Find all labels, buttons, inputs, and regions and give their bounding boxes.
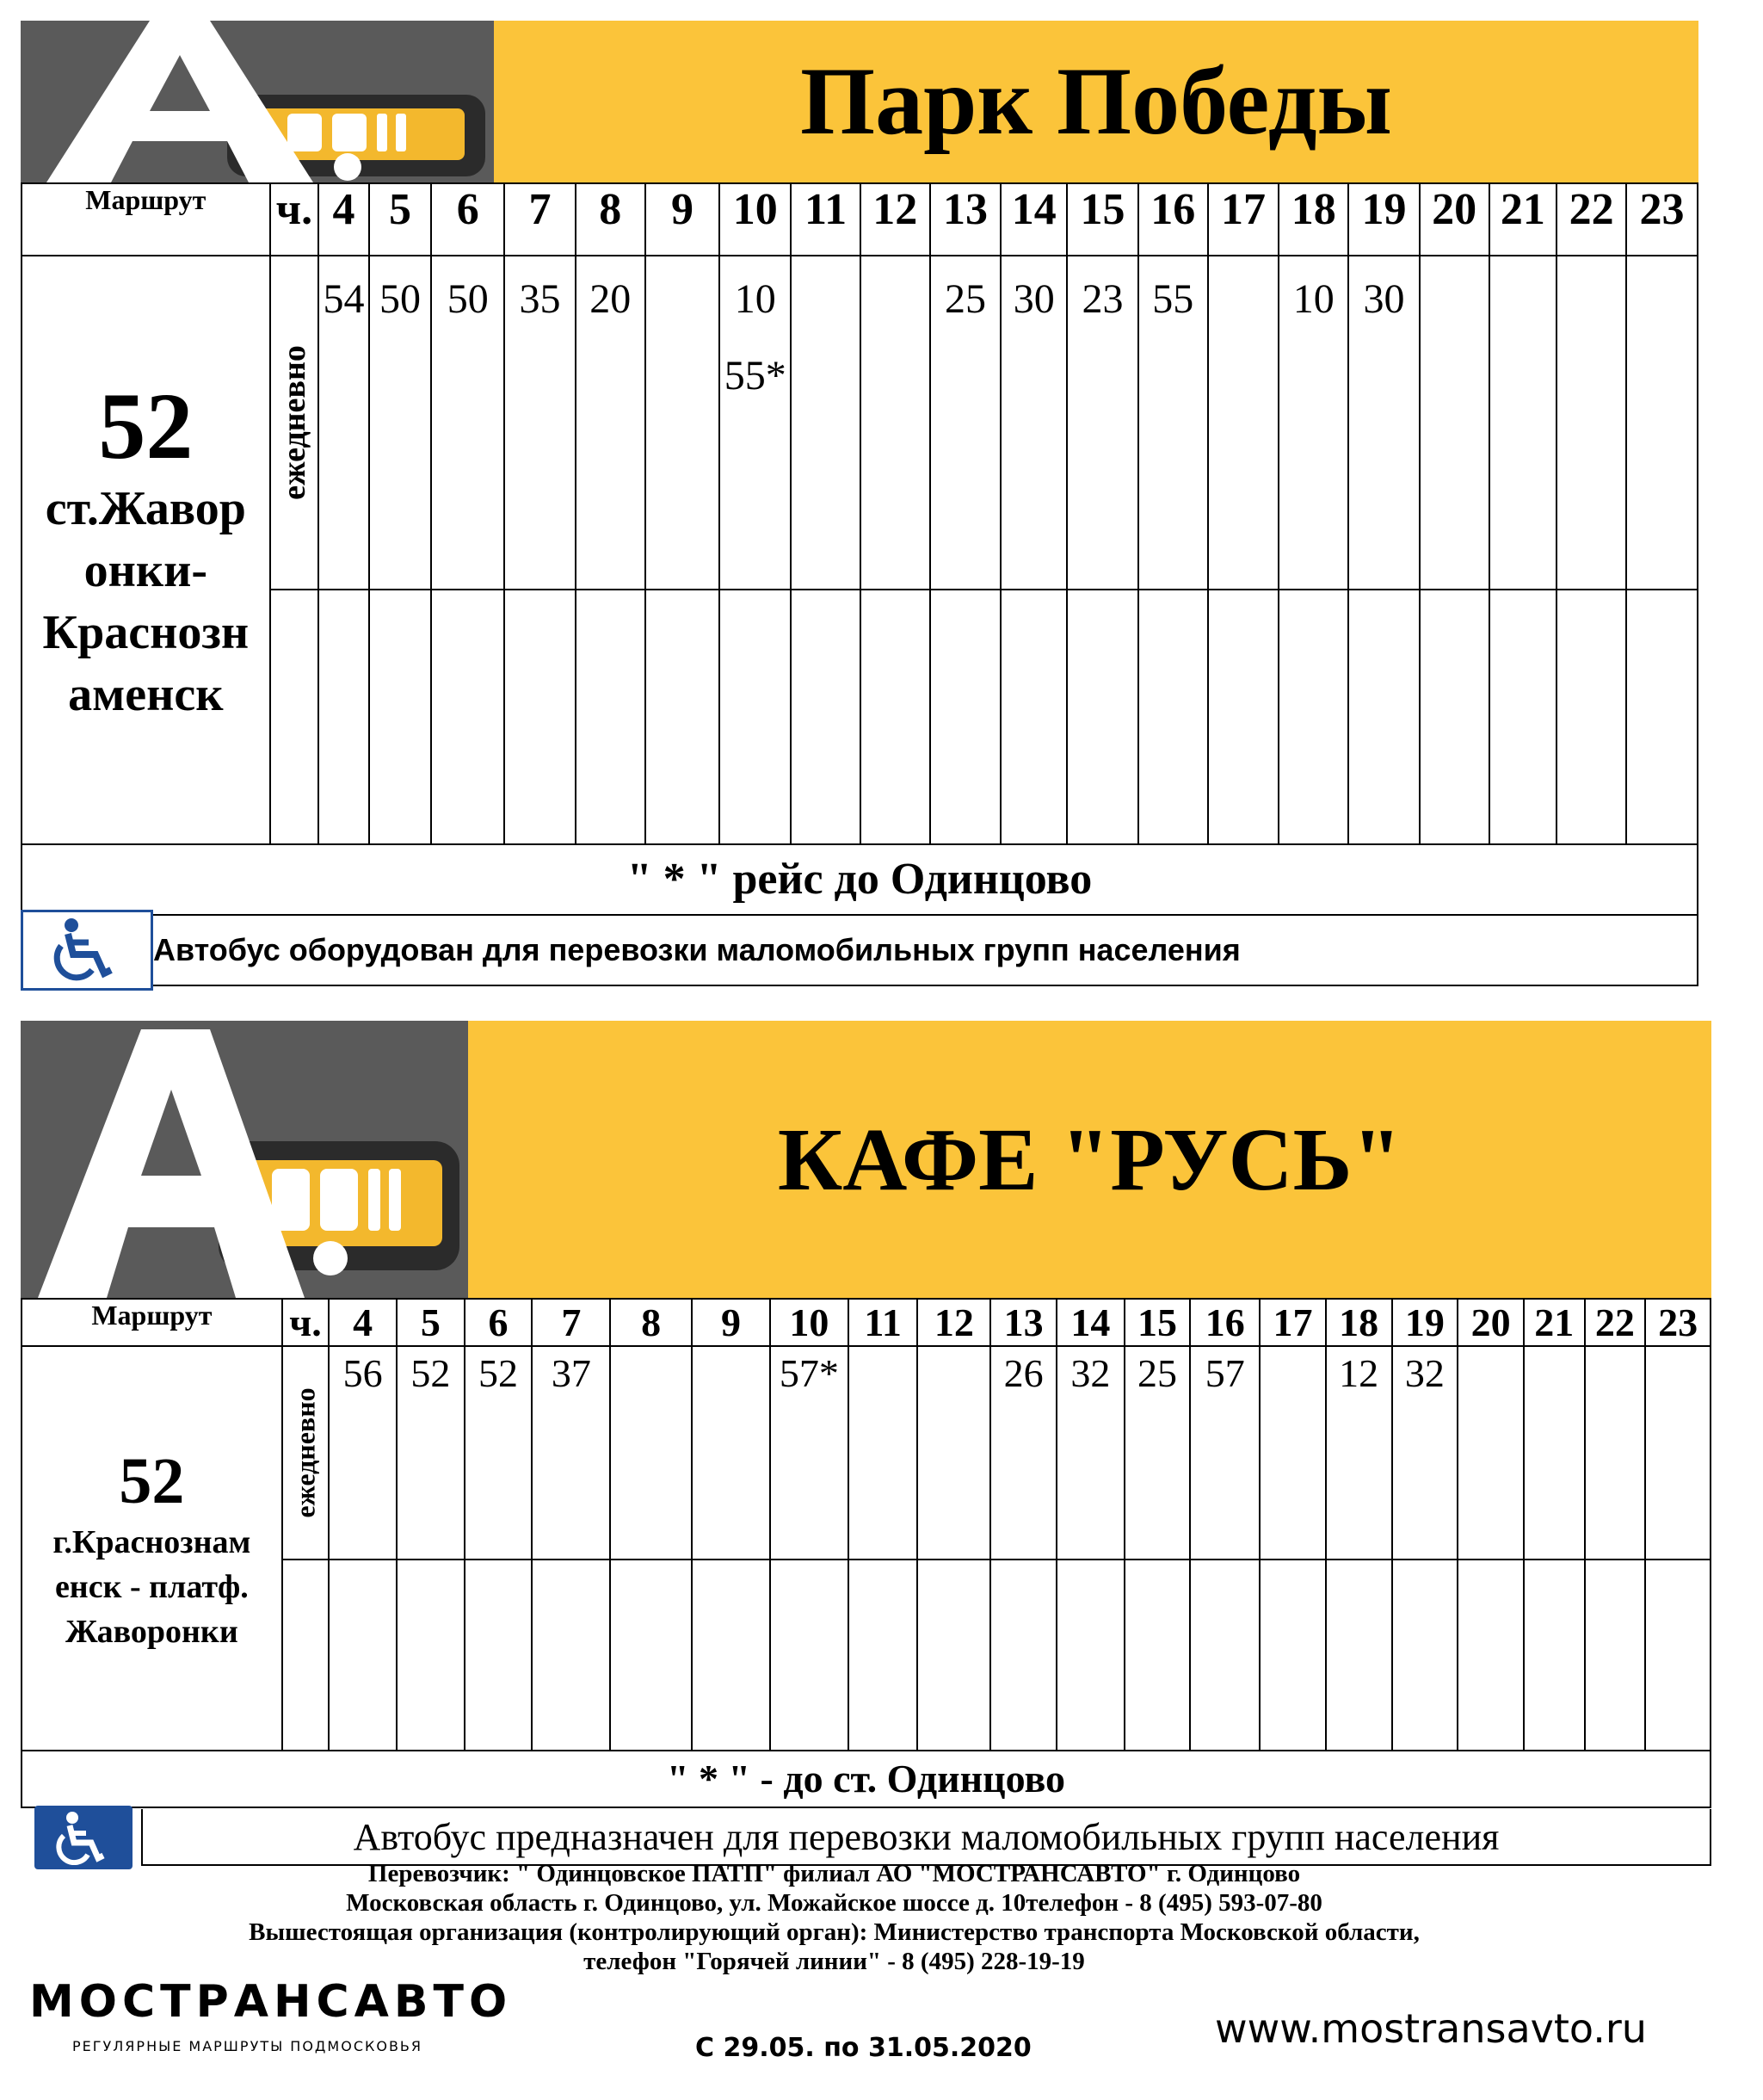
empty-cell: [990, 1560, 1057, 1751]
schedule-section-kafe-rus: [21, 1021, 1711, 1867]
hours-header-row: [22, 1299, 1711, 1346]
hour-16: 16: [1138, 183, 1208, 256]
time-cell: [770, 1346, 848, 1560]
bus-logo-icon: [21, 1021, 468, 1298]
time-cell: [532, 1346, 610, 1560]
hour-19: 19: [1392, 1299, 1458, 1346]
route-cell: [22, 1346, 282, 1751]
time-cell: [1125, 1346, 1191, 1560]
empty-cell: [610, 1560, 692, 1751]
hour-23: 23: [1645, 1299, 1711, 1346]
empty-cell: [1348, 590, 1420, 844]
departure-time: 54: [323, 276, 365, 322]
empty-cell: [1420, 590, 1489, 844]
accessibility-text: Автобус предназначен для перевозки маломобильных групп населения: [353, 1815, 1500, 1858]
time-cell: [1645, 1346, 1711, 1560]
departure-time: 57*: [779, 1351, 839, 1395]
hour-21: 21: [1489, 183, 1557, 256]
hour-23: 23: [1626, 183, 1698, 256]
time-cell: [917, 1346, 990, 1560]
empty-cell: [692, 1560, 770, 1751]
empty-cell: [1556, 590, 1626, 844]
time-cell: [1001, 256, 1067, 590]
empty-cell: [504, 590, 576, 844]
time-cell: [1067, 256, 1138, 590]
empty-cell: [791, 590, 860, 844]
empty-cell: [930, 590, 1002, 844]
time-cell: [1420, 256, 1489, 590]
hour-12: 12: [917, 1299, 990, 1346]
empty-cell: [465, 1560, 533, 1751]
empty-cell: [318, 590, 369, 844]
hour-13: 13: [930, 183, 1002, 256]
table-row: [22, 256, 1698, 590]
stop-title-bar: [468, 1021, 1711, 1298]
carrier-info: [0, 1859, 1763, 1976]
validity-dates: С 29.05. по 31.05.2020: [695, 2033, 1032, 2063]
empty-cell: [1260, 1560, 1326, 1751]
time-cell: [610, 1346, 692, 1560]
departure-time: 30: [1363, 276, 1405, 322]
hour-20: 20: [1458, 1299, 1524, 1346]
time-cell: [465, 1346, 533, 1560]
website-link[interactable]: www.mostransavto.ru: [1215, 2005, 1647, 2052]
hour-21: 21: [1524, 1299, 1585, 1346]
table-row: [22, 1346, 1711, 1560]
hotline-line: телефон "Горячей линии" - 8 (495) 228-19-19: [583, 1948, 1085, 1975]
time-cell: [431, 256, 504, 590]
time-cell: [504, 256, 576, 590]
stop-title-bar: [494, 21, 1698, 182]
hour-10: 10: [770, 1299, 848, 1346]
hour-14: 14: [1057, 1299, 1125, 1346]
time-cell: [990, 1346, 1057, 1560]
empty-cell: [1138, 590, 1208, 844]
empty-cell: [270, 590, 319, 844]
hour-16: 16: [1190, 1299, 1260, 1346]
time-cell: [1279, 256, 1348, 590]
departure-time: 50: [447, 276, 489, 322]
timetable: [21, 182, 1698, 845]
accessibility-box: [141, 1809, 1711, 1866]
hour-8: 8: [576, 183, 645, 256]
stop-title: КАФЕ "РУСЬ": [777, 1109, 1402, 1209]
carrier-line: Перевозчик: " Одинцовское ПАТП" филиал АО "МОСТРАНСАВТО" г. Одинцово: [367, 1860, 1301, 1887]
hour-13: 13: [990, 1299, 1057, 1346]
empty-cell: [532, 1560, 610, 1751]
empty-cell: [1057, 1560, 1125, 1751]
hour-6: 6: [465, 1299, 533, 1346]
daily-label: ежедневно: [289, 1387, 321, 1518]
empty-cell: [1489, 590, 1557, 844]
hour-7: 7: [532, 1299, 610, 1346]
time-cell: [692, 1346, 770, 1560]
empty-cell: [369, 590, 432, 844]
departure-time: 32: [1404, 1351, 1445, 1395]
time-cell: [1489, 256, 1557, 590]
empty-cell: [645, 590, 720, 844]
empty-cell: [1392, 1560, 1458, 1751]
hour-9: 9: [692, 1299, 770, 1346]
empty-cell: [860, 590, 930, 844]
address-line: Московская область г. Одинцово, ул. Можайское шоссе д. 10телефон - 8 (495) 593-07-80: [346, 1889, 1322, 1917]
time-cell: [1556, 256, 1626, 590]
route-name: ст.Жавор онки-Краснозн аменск: [42, 482, 250, 721]
departure-time: 56: [342, 1351, 383, 1395]
empty-cell: [1125, 1560, 1191, 1751]
hours-header: ч.: [282, 1299, 329, 1346]
empty-cell: [431, 590, 504, 844]
section-header: [21, 21, 1698, 182]
time-cell: [1626, 256, 1698, 590]
departure-time: 50: [379, 276, 422, 322]
empty-cell: [848, 1560, 918, 1751]
departure-time: 30: [1013, 276, 1055, 322]
section-header: [21, 1021, 1711, 1298]
hour-4: 4: [318, 183, 369, 256]
hour-12: 12: [860, 183, 930, 256]
time-cell: [318, 256, 369, 590]
empty-cell: [917, 1560, 990, 1751]
time-cell: [1326, 1346, 1392, 1560]
authority-line: Вышестоящая организация (контролирующий орган): Министерство транспорта Московской области,: [249, 1918, 1420, 1946]
time-cell: [791, 256, 860, 590]
departure-time: 32: [1070, 1351, 1111, 1395]
timetable: [21, 1298, 1711, 1751]
hour-5: 5: [397, 1299, 465, 1346]
hour-9: 9: [645, 183, 720, 256]
hour-11: 11: [848, 1299, 918, 1346]
brand-tagline: РЕГУЛЯРНЫЕ МАРШРУТЫ ПОДМОСКОВЬЯ: [72, 2038, 423, 2054]
empty-cell: [719, 590, 791, 844]
departure-time: 57: [1205, 1351, 1245, 1395]
time-cell: [1138, 256, 1208, 590]
time-cell: [1348, 256, 1420, 590]
footer: [0, 1859, 1763, 2063]
empty-cell: [1524, 1560, 1585, 1751]
hour-10: 10: [719, 183, 791, 256]
hour-19: 19: [1348, 183, 1420, 256]
brand-logo: МОСТРАНСАВТО: [29, 1976, 513, 2028]
empty-cell: [1001, 590, 1067, 844]
time-cell: [397, 1346, 465, 1560]
accessibility-row: [21, 1808, 1711, 1867]
empty-cell: [1067, 590, 1138, 844]
empty-cell: [1279, 590, 1348, 844]
table-row: [22, 590, 1698, 844]
hour-20: 20: [1420, 183, 1489, 256]
time-cell: [369, 256, 432, 590]
route-name: г.Краснознам енск - платф. Жаворонки: [52, 1524, 251, 1650]
time-cell: [1458, 1346, 1524, 1560]
time-cell: [848, 1346, 918, 1560]
daily-cell: [270, 256, 319, 590]
footnote: " * " - до ст. Одинцово: [21, 1751, 1711, 1808]
hours-header-row: [22, 183, 1698, 256]
time-cell: [1524, 1346, 1585, 1560]
time-cell: [719, 256, 791, 590]
bus-logo-icon: [21, 21, 494, 182]
empty-cell: [1585, 1560, 1646, 1751]
time-cell: [1190, 1346, 1260, 1560]
accessibility-row: [21, 916, 1698, 986]
route-cell: [22, 256, 270, 844]
route-number: 52: [98, 374, 194, 479]
empty-cell: [282, 1560, 329, 1751]
time-cell: [1392, 1346, 1458, 1560]
empty-cell: [1645, 1560, 1711, 1751]
departure-time: 12: [1339, 1351, 1379, 1395]
empty-cell: [397, 1560, 465, 1751]
hour-6: 6: [431, 183, 504, 256]
hour-18: 18: [1326, 1299, 1392, 1346]
time-cell: [576, 256, 645, 590]
hour-5: 5: [369, 183, 432, 256]
hour-22: 22: [1585, 1299, 1646, 1346]
route-header: Маршрут: [22, 183, 270, 256]
hour-11: 11: [791, 183, 860, 256]
departure-time: 55*: [724, 353, 786, 398]
departure-time: 10: [734, 276, 776, 322]
departure-time: 52: [478, 1351, 519, 1395]
departure-time: 10: [1292, 276, 1335, 322]
departure-time: 23: [1082, 276, 1124, 322]
departure-time: 25: [1137, 1351, 1178, 1395]
time-cell: [1208, 256, 1279, 590]
route-number: 52: [119, 1445, 185, 1517]
departure-time: 37: [551, 1351, 591, 1395]
hour-8: 8: [610, 1299, 692, 1346]
empty-cell: [1190, 1560, 1260, 1751]
time-cell: [860, 256, 930, 590]
departure-time: 35: [519, 276, 561, 322]
time-cell: [930, 256, 1002, 590]
departure-time: 26: [1003, 1351, 1044, 1395]
departure-time: 25: [945, 276, 987, 322]
footnote: " * " рейс до Одинцово: [21, 845, 1698, 916]
empty-cell: [770, 1560, 848, 1751]
time-cell: [1585, 1346, 1646, 1560]
hour-4: 4: [329, 1299, 397, 1346]
daily-label: ежедневно: [275, 345, 312, 500]
departure-time: 52: [410, 1351, 451, 1395]
empty-cell: [576, 590, 645, 844]
time-cell: [1260, 1346, 1326, 1560]
accessibility-text: Автобус оборудован для перевозки маломобильных групп населения: [153, 932, 1241, 967]
hour-14: 14: [1001, 183, 1067, 256]
hour-15: 15: [1067, 183, 1138, 256]
hour-17: 17: [1260, 1299, 1326, 1346]
empty-cell: [1626, 590, 1698, 844]
time-cell: [645, 256, 720, 590]
hour-7: 7: [504, 183, 576, 256]
route-header: Маршрут: [22, 1299, 282, 1346]
stop-title: Парк Победы: [800, 47, 1392, 155]
empty-cell: [1458, 1560, 1524, 1751]
departure-time: 55: [1152, 276, 1194, 322]
hour-18: 18: [1279, 183, 1348, 256]
hour-17: 17: [1208, 183, 1279, 256]
hours-header: ч.: [270, 183, 319, 256]
empty-cell: [1208, 590, 1279, 844]
time-cell: [1057, 1346, 1125, 1560]
hour-22: 22: [1556, 183, 1626, 256]
time-cell: [329, 1346, 397, 1560]
schedule-section-park-pobedy: [21, 21, 1698, 986]
departure-time: 20: [589, 276, 632, 322]
wheelchair-icon: [21, 910, 153, 991]
empty-cell: [1326, 1560, 1392, 1751]
hour-15: 15: [1125, 1299, 1191, 1346]
empty-cell: [329, 1560, 397, 1751]
daily-cell: [282, 1346, 329, 1560]
